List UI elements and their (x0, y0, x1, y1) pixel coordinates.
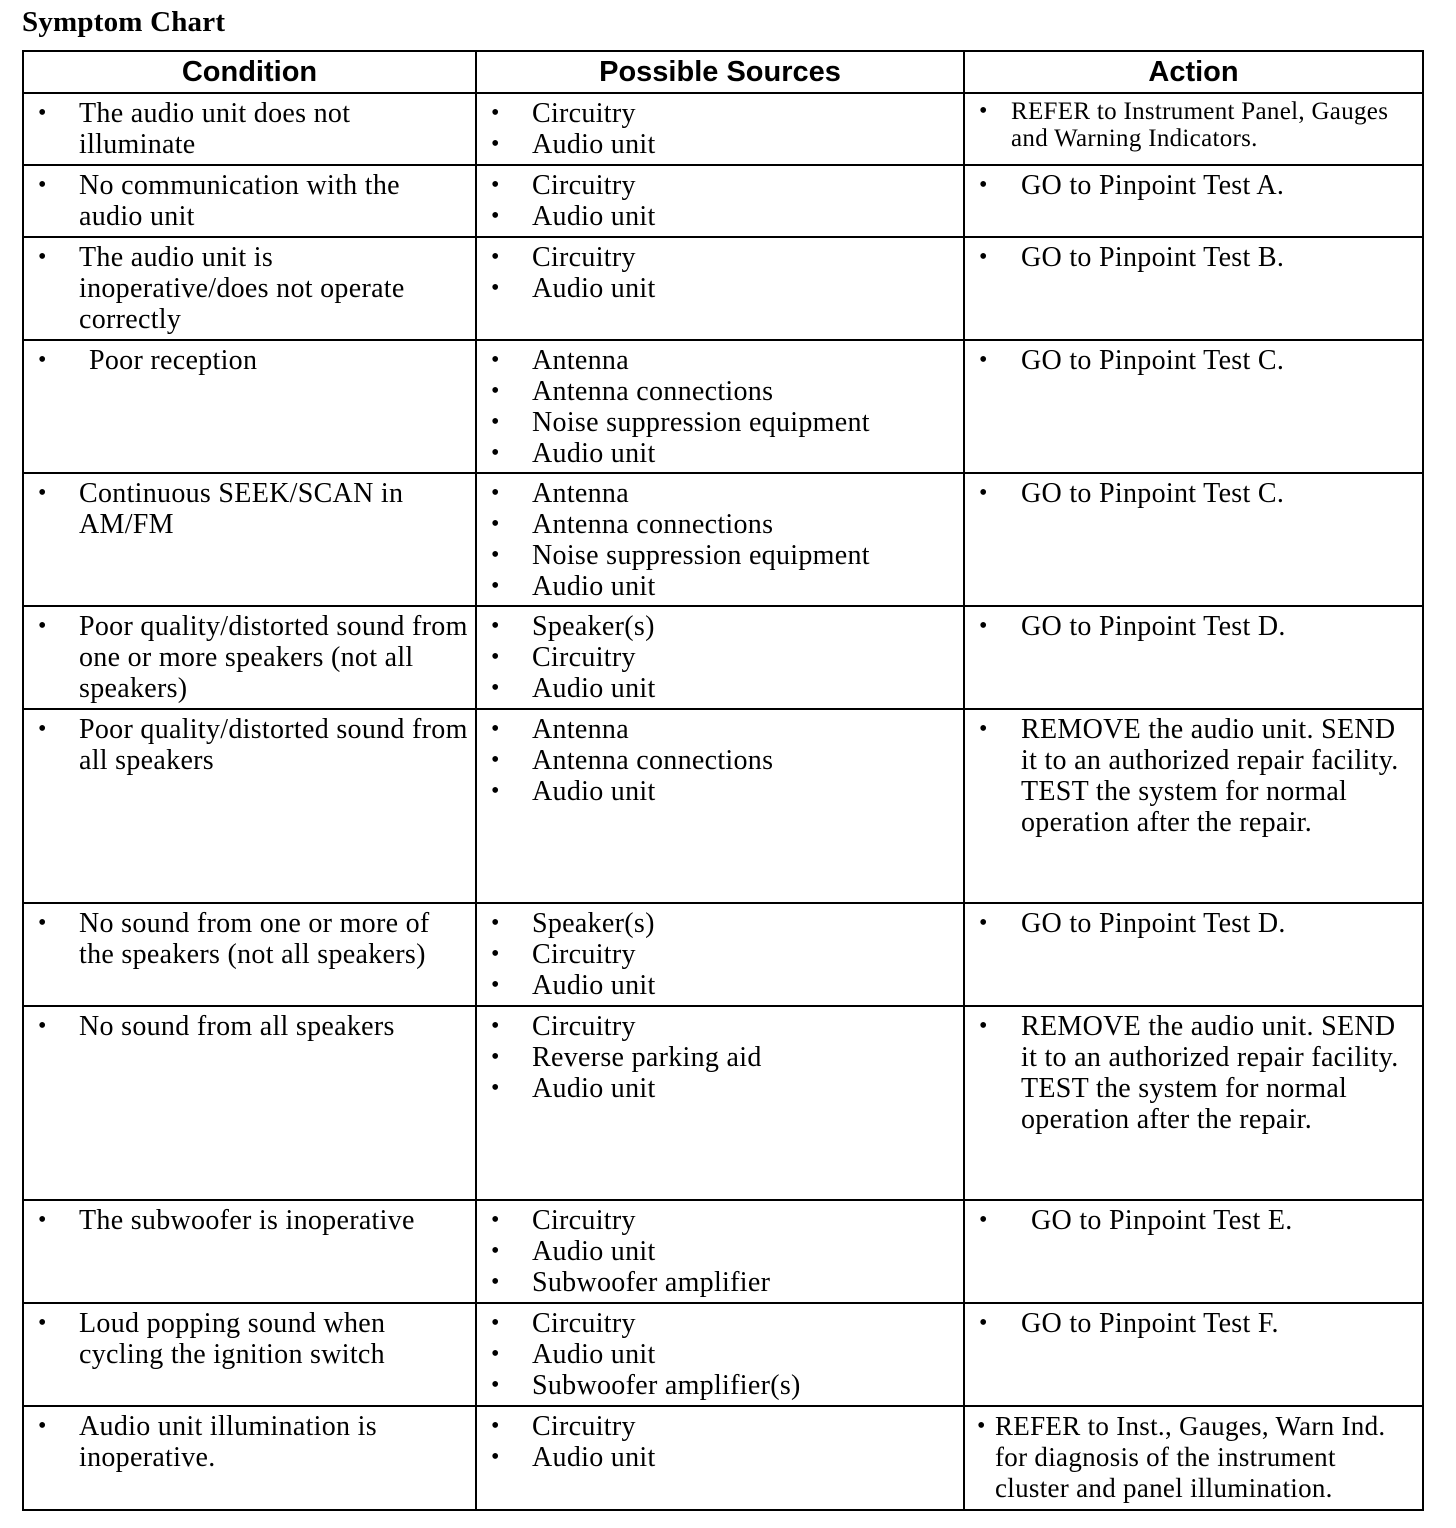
table-row (23, 93, 1423, 165)
action-cell (964, 165, 1423, 237)
action-item: • GO to Pinpoint Test D. (965, 908, 1422, 939)
source-item: • Audio unit (477, 571, 963, 602)
action-item: • REMOVE the audio unit. SEND it to an authorized repair facility. TEST the system for normal operation after the repair. (965, 714, 1422, 838)
action-cell (964, 237, 1423, 340)
source-item: • Audio unit (477, 673, 963, 704)
action-item: • REFER to Instrument Panel, Gauges and Warning Indicators. (965, 98, 1422, 152)
source-item: • Audio unit (477, 1339, 963, 1370)
sources-cell (476, 473, 964, 606)
sources-cell (476, 1303, 964, 1406)
symptom-chart-table (22, 50, 1424, 1511)
table-row (23, 606, 1423, 709)
source-item: • Speaker(s) (477, 908, 963, 939)
action-item: • GO to Pinpoint Test D. (965, 611, 1422, 642)
source-item: • Circuitry (477, 1308, 963, 1339)
source-item: • Circuitry (477, 170, 963, 201)
action-cell (964, 93, 1423, 165)
condition-cell (23, 1006, 476, 1200)
source-item: • Audio unit (477, 273, 963, 304)
source-item: • Antenna connections (477, 745, 963, 776)
header-row (23, 51, 1423, 93)
source-item: • Circuitry (477, 242, 963, 273)
sources-cell (476, 903, 964, 1006)
source-item: • Antenna connections (477, 509, 963, 540)
condition-cell (23, 165, 476, 237)
condition-cell (23, 709, 476, 903)
action-item: • GO to Pinpoint Test F. (965, 1308, 1422, 1339)
sources-cell (476, 1200, 964, 1303)
action-item: • REFER to Inst., Gauges, Warn Ind. for diagnosis of the instrument cluster and panel illumination. (965, 1411, 1422, 1504)
action-cell (964, 1006, 1423, 1200)
table-row (23, 709, 1423, 903)
source-item: • Audio unit (477, 1236, 963, 1267)
header-possible-sources: Possible Sources (476, 51, 964, 93)
action-item: • REMOVE the audio unit. SEND it to an authorized repair facility. TEST the system for normal operation after the repair. (965, 1011, 1422, 1135)
condition-item: • Poor reception (24, 345, 475, 376)
condition-cell (23, 1200, 476, 1303)
source-item: • Circuitry (477, 1205, 963, 1236)
condition-item: • Continuous SEEK/SCAN in AM/FM (24, 478, 475, 540)
condition-item: • No communication with the audio unit (24, 170, 475, 232)
action-item: • GO to Pinpoint Test B. (965, 242, 1422, 273)
condition-item: • Loud popping sound when cycling the ignition switch (24, 1308, 475, 1370)
source-item: • Antenna connections (477, 376, 963, 407)
condition-item: • Audio unit illumination is inoperative. (24, 1411, 475, 1473)
sources-cell (476, 606, 964, 709)
sources-cell (476, 1406, 964, 1510)
source-item: • Circuitry (477, 939, 963, 970)
source-item: • Audio unit (477, 776, 963, 807)
source-item: • Circuitry (477, 98, 963, 129)
condition-cell (23, 903, 476, 1006)
action-cell (964, 1406, 1423, 1510)
condition-cell (23, 237, 476, 340)
source-item: • Speaker(s) (477, 611, 963, 642)
source-item: • Noise suppression equipment (477, 540, 963, 571)
condition-item: • Poor quality/distorted sound from all speakers (24, 714, 475, 776)
condition-cell (23, 93, 476, 165)
source-item: • Audio unit (477, 129, 963, 160)
table-row (23, 1200, 1423, 1303)
condition-item: • The audio unit does not illuminate (24, 98, 475, 160)
condition-item: • Poor quality/distorted sound from one or more speakers (not all speakers) (24, 611, 475, 704)
condition-cell (23, 1406, 476, 1510)
condition-item: • The subwoofer is inoperative (24, 1205, 475, 1236)
table-row (23, 340, 1423, 473)
action-cell (964, 903, 1423, 1006)
source-item: • Reverse parking aid (477, 1042, 963, 1073)
condition-cell (23, 1303, 476, 1406)
condition-item: • No sound from one or more of the speakers (not all speakers) (24, 908, 475, 970)
document-title: Symptom Chart (22, 6, 226, 38)
action-cell (964, 1200, 1423, 1303)
source-item: • Audio unit (477, 1442, 963, 1473)
action-cell (964, 340, 1423, 473)
source-item: • Circuitry (477, 1411, 963, 1442)
header-condition: Condition (23, 51, 476, 93)
sources-cell (476, 340, 964, 473)
source-item: • Audio unit (477, 201, 963, 232)
sources-cell (476, 237, 964, 340)
table-row (23, 903, 1423, 1006)
table-row (23, 1406, 1423, 1510)
source-item: • Antenna (477, 345, 963, 376)
action-cell (964, 606, 1423, 709)
table-row (23, 237, 1423, 340)
source-item: • Audio unit (477, 438, 963, 469)
action-cell (964, 473, 1423, 606)
source-item: • Antenna (477, 714, 963, 745)
condition-cell (23, 473, 476, 606)
condition-item: • The audio unit is inoperative/does not operate correctly (24, 242, 475, 335)
action-item: • GO to Pinpoint Test C. (965, 478, 1422, 509)
source-item: • Subwoofer amplifier(s) (477, 1370, 963, 1401)
action-cell (964, 1303, 1423, 1406)
table-row (23, 1303, 1423, 1406)
action-item: • GO to Pinpoint Test C. (965, 345, 1422, 376)
sources-cell (476, 1006, 964, 1200)
source-item: • Circuitry (477, 642, 963, 673)
source-item: • Circuitry (477, 1011, 963, 1042)
sources-cell (476, 709, 964, 903)
source-item: • Noise suppression equipment (477, 407, 963, 438)
sources-cell (476, 165, 964, 237)
sources-cell (476, 93, 964, 165)
action-item: • GO to Pinpoint Test E. (965, 1205, 1422, 1236)
action-item: • GO to Pinpoint Test A. (965, 170, 1422, 201)
source-item: • Audio unit (477, 970, 963, 1001)
condition-cell (23, 606, 476, 709)
condition-cell (23, 340, 476, 473)
action-cell (964, 709, 1423, 903)
table-row (23, 473, 1423, 606)
source-item: • Antenna (477, 478, 963, 509)
condition-item: • No sound from all speakers (24, 1011, 475, 1042)
source-item: • Subwoofer amplifier (477, 1267, 963, 1298)
table-row (23, 165, 1423, 237)
header-action: Action (964, 51, 1423, 93)
source-item: • Audio unit (477, 1073, 963, 1104)
table-row (23, 1006, 1423, 1200)
